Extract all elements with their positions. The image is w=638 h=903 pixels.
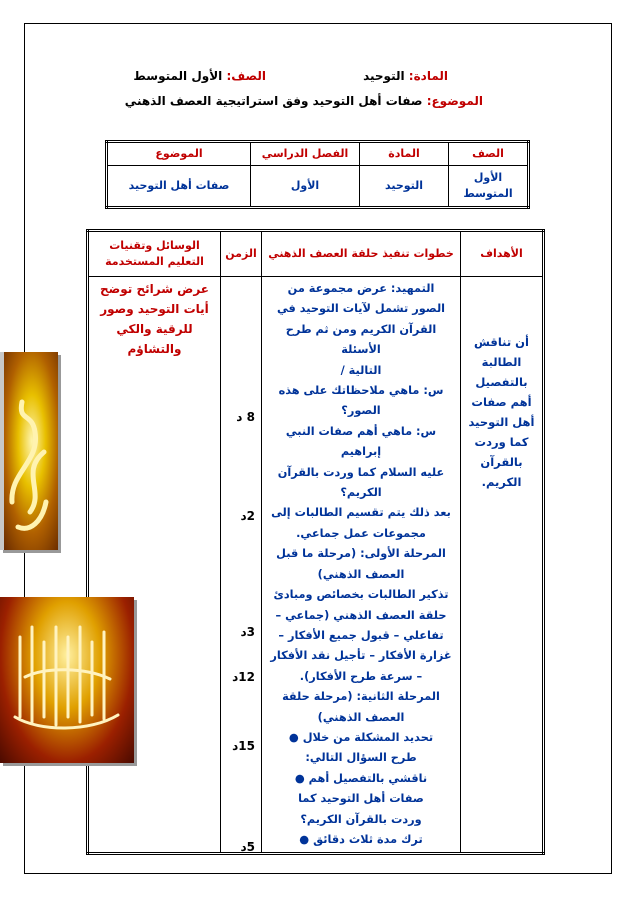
step-line: مجموعات عمل جماعي. <box>296 526 426 540</box>
cell-semester: الأول <box>251 166 360 208</box>
info-table <box>105 140 530 209</box>
step-line: المرحلة الأولى: (مرحلة ما قبل <box>276 547 446 561</box>
subject-value: التوحيد <box>363 69 405 83</box>
time-value: 12د <box>232 670 255 684</box>
step-line: – سرعة طرح الأفكار). <box>299 669 423 683</box>
steps-cell <box>262 277 461 854</box>
bullet-continuation: طرح السؤال التالي: <box>305 751 417 765</box>
header-class: الصف <box>449 142 529 166</box>
step-line: تذكير الطالبات بخصائص ومبادئ <box>273 588 449 602</box>
step-line: الصور تشمل لآيات التوحيد في <box>276 302 446 316</box>
step-line: بعد ذلك يتم تقسيم الطالبات إلى <box>271 506 451 520</box>
subject-line <box>363 69 448 83</box>
calligraphy-image <box>0 352 58 550</box>
step-line: العصف الذهني) <box>317 567 405 581</box>
header-topic: الموضوع <box>107 142 251 166</box>
header-subject: المادة <box>360 142 449 166</box>
class-value: الأول المتوسط <box>133 69 223 83</box>
header-goals: الأهداف <box>461 231 544 277</box>
step-line: العصف الذهني) <box>317 710 405 724</box>
header-media: الوسائل وتقنيات التعليم المستخدمة <box>88 231 221 277</box>
shahada-calligraphy-icon <box>0 597 134 763</box>
bullet-item: ترك مدة ثلاث دقائق ● <box>266 830 456 850</box>
step-line: حلقة العصف الذهني (جماعي – <box>275 608 447 622</box>
time-cell <box>221 277 262 854</box>
bullet-continuation: صفات أهل التوحيد كما <box>298 792 424 806</box>
cell-class: الأول المتوسط <box>449 166 529 208</box>
step-line: التمهيد: عرض مجموعة من <box>287 282 435 295</box>
topic-line <box>125 94 483 108</box>
header-steps: خطوات تنفيذ حلقة العصف الذهني <box>262 231 461 277</box>
step-line: الكريم؟ <box>340 486 382 500</box>
subject-label: المادة: <box>408 69 448 83</box>
shahada-image <box>0 597 134 763</box>
step-line: عليه السلام كما وردت بالقرآن <box>277 465 445 479</box>
bullet-item: تحديد المشكلة من خلال ● <box>266 728 456 748</box>
topic-label: الموضوع: <box>426 94 483 108</box>
class-label: الصف: <box>226 69 266 83</box>
time-value: 15د <box>232 739 255 753</box>
bullet-continuation: وردت بالقرآن الكريم؟ <box>300 812 422 826</box>
cell-subject: التوحيد <box>360 166 449 208</box>
bullet-item: ناقشي بالتفصيل أهم ● <box>266 769 456 789</box>
step-line: المرحلة الثانية: (مرحلة حلقة <box>282 690 440 704</box>
time-value: 8 د <box>236 410 255 424</box>
header-time: الزمن <box>221 231 262 277</box>
step-line: القرآن الكريم ومن ثم طرح الأسئلة <box>285 322 437 357</box>
step-line: س: ماهي ملاحظاتك على هذه <box>278 384 444 398</box>
class-line <box>133 69 266 83</box>
time-value: 3د <box>240 625 255 639</box>
step-line: تفاعلي – قبول جميع الأفكار – <box>278 628 444 642</box>
time-value: 5د <box>240 840 255 854</box>
step-line: الصور؟ <box>341 404 381 418</box>
step-line: س: ماهي أهم صفات النبي إبراهيم <box>285 424 437 459</box>
lesson-table <box>86 229 545 855</box>
step-line: التالية / <box>340 363 382 377</box>
goals-cell: أن تناقش الطالبة بالتفصيل أهم صفات أهل التوحيد كما وردت بالقرآن الكريم. <box>461 277 544 854</box>
step-line: غزارة الأفكار – تأجيل نقد الأفكار <box>270 649 452 663</box>
media-cell: عرض شرائح توضح أيات التوحيد وصور للرقية والكي والتشاؤم <box>88 277 221 854</box>
header-semester: الفصل الدراسي <box>251 142 360 166</box>
calligraphy-glyph-icon <box>0 352 58 550</box>
cell-topic: صفات أهل التوحيد <box>107 166 251 208</box>
topic-value: صفات أهل التوحيد وفق استراتيجية العصف الذهني <box>124 94 423 108</box>
time-value: 2د <box>240 509 255 523</box>
